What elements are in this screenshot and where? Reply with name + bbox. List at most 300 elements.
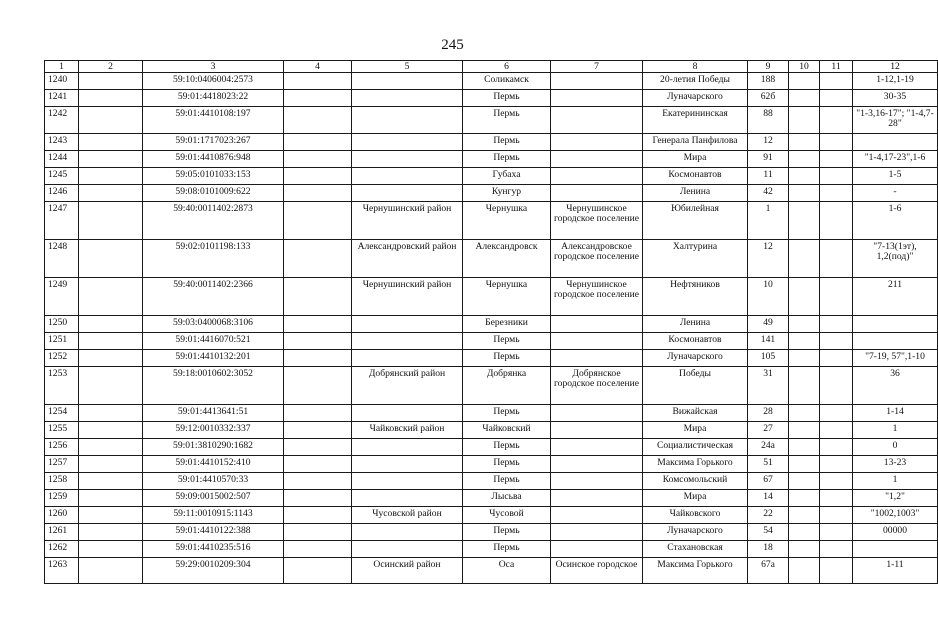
- table-row: [45, 278, 938, 316]
- table-cell-col-4: [284, 333, 352, 350]
- table-cell-col-6: Кунгур: [463, 185, 551, 202]
- table-cell-col-5: [352, 316, 463, 333]
- table-cell-col-1: 1245: [45, 168, 79, 185]
- table-cell-col-8: Мира: [643, 422, 748, 439]
- table-cell-col-12: 36: [853, 367, 938, 405]
- table-cell-col-1: 1263: [45, 558, 79, 584]
- table-cell-col-2: [79, 541, 143, 558]
- table-cell-col-8: Стахановская: [643, 541, 748, 558]
- table-cell-col-4: [284, 405, 352, 422]
- table-cell-col-10: [789, 473, 820, 490]
- table-cell-col-12: 1-6: [853, 202, 938, 240]
- table-cell-col-9: 28: [748, 405, 789, 422]
- table-cell-col-6: Пермь: [463, 151, 551, 168]
- table-cell-col-7: [551, 350, 643, 367]
- table-cell-col-9: 188: [748, 73, 789, 90]
- table-cell-col-8: Космонавтов: [643, 168, 748, 185]
- table-cell-col-1: 1249: [45, 278, 79, 316]
- table-cell-col-5: Чайковский район: [352, 422, 463, 439]
- table-cell-col-6: Соликамск: [463, 73, 551, 90]
- table-row: [45, 350, 938, 367]
- column-header-9: 9: [748, 61, 789, 73]
- table-cell-col-3: 59:01:4410108:197: [143, 107, 284, 134]
- table-cell-col-5: [352, 134, 463, 151]
- table-cell-col-8: Юбилейная: [643, 202, 748, 240]
- table-cell-col-5: [352, 73, 463, 90]
- table-cell-col-8: Комсомольский: [643, 473, 748, 490]
- table-cell-col-12: "1002,1003": [853, 507, 938, 524]
- table-row: [45, 490, 938, 507]
- column-header-1: 1: [45, 61, 79, 73]
- table-cell-col-1: 1250: [45, 316, 79, 333]
- table-cell-col-10: [789, 107, 820, 134]
- table-cell-col-10: [789, 202, 820, 240]
- table-cell-col-11: [820, 316, 853, 333]
- table-cell-col-9: 88: [748, 107, 789, 134]
- table-row: [45, 107, 938, 134]
- table-cell-col-4: [284, 507, 352, 524]
- table-cell-col-2: [79, 168, 143, 185]
- table-cell-col-7: [551, 151, 643, 168]
- table-cell-col-10: [789, 490, 820, 507]
- table-cell-col-3: 59:01:4410132:201: [143, 350, 284, 367]
- table-cell-col-5: [352, 185, 463, 202]
- table-cell-col-12: [853, 316, 938, 333]
- table-cell-col-1: 1260: [45, 507, 79, 524]
- table-cell-col-3: 59:09:0015002:507: [143, 490, 284, 507]
- table-cell-col-9: 12: [748, 240, 789, 278]
- table-cell-col-9: 42: [748, 185, 789, 202]
- table-cell-col-11: [820, 422, 853, 439]
- table-cell-col-6: Пермь: [463, 134, 551, 151]
- table-cell-col-8: Луначарского: [643, 350, 748, 367]
- table-cell-col-9: 51: [748, 456, 789, 473]
- table-cell-col-11: [820, 134, 853, 151]
- table-cell-col-2: [79, 507, 143, 524]
- table-cell-col-3: 59:01:4410235:516: [143, 541, 284, 558]
- table-cell-col-7: Александровское городское поселение: [551, 240, 643, 278]
- table-cell-col-7: [551, 73, 643, 90]
- table-cell-col-12: -: [853, 185, 938, 202]
- table-cell-col-7: [551, 541, 643, 558]
- table-cell-col-3: 59:01:1717023:267: [143, 134, 284, 151]
- table-cell-col-11: [820, 439, 853, 456]
- table-cell-col-9: 67: [748, 473, 789, 490]
- table-cell-col-5: Чернушинский район: [352, 202, 463, 240]
- table-row: [45, 168, 938, 185]
- table-cell-col-2: [79, 73, 143, 90]
- table-cell-col-9: 11: [748, 168, 789, 185]
- table-cell-col-2: [79, 422, 143, 439]
- table-cell-col-7: Чернушинское городское поселение: [551, 278, 643, 316]
- table-cell-col-4: [284, 490, 352, 507]
- table-cell-col-2: [79, 240, 143, 278]
- table-cell-col-3: 59:40:0011402:2366: [143, 278, 284, 316]
- table-cell-col-3: 59:01:4410570:33: [143, 473, 284, 490]
- table-cell-col-12: "1-3,16-17"; "1-4,7-28": [853, 107, 938, 134]
- table-cell-col-11: [820, 456, 853, 473]
- table-cell-col-4: [284, 240, 352, 278]
- table-cell-col-9: 67а: [748, 558, 789, 584]
- table-cell-col-8: Максима Горького: [643, 456, 748, 473]
- table-cell-col-5: [352, 151, 463, 168]
- table-cell-col-7: [551, 134, 643, 151]
- table-cell-col-8: 20-летия Победы: [643, 73, 748, 90]
- table-cell-col-4: [284, 90, 352, 107]
- table-cell-col-1: 1242: [45, 107, 79, 134]
- table-cell-col-1: 1261: [45, 524, 79, 541]
- table-cell-col-5: [352, 168, 463, 185]
- table-cell-col-4: [284, 202, 352, 240]
- table-row: [45, 456, 938, 473]
- table-cell-col-6: Александровск: [463, 240, 551, 278]
- table-cell-col-6: Пермь: [463, 439, 551, 456]
- table-cell-col-3: 59:01:4416070:521: [143, 333, 284, 350]
- table-cell-col-2: [79, 134, 143, 151]
- table-cell-col-1: 1253: [45, 367, 79, 405]
- table-cell-col-7: [551, 473, 643, 490]
- table-cell-col-1: 1247: [45, 202, 79, 240]
- table-cell-col-6: Чернушка: [463, 278, 551, 316]
- table-cell-col-4: [284, 541, 352, 558]
- table-cell-col-5: Чусовской район: [352, 507, 463, 524]
- table-cell-col-6: Чусовой: [463, 507, 551, 524]
- table-cell-col-4: [284, 316, 352, 333]
- table-cell-col-1: 1254: [45, 405, 79, 422]
- table-cell-col-5: [352, 439, 463, 456]
- table-cell-col-3: 59:10:0406004:2573: [143, 73, 284, 90]
- table-cell-col-7: Чернушинское городское поселение: [551, 202, 643, 240]
- table-cell-col-9: 62б: [748, 90, 789, 107]
- table-cell-col-10: [789, 168, 820, 185]
- table-cell-col-8: Халтурина: [643, 240, 748, 278]
- table-cell-col-4: [284, 73, 352, 90]
- table-cell-col-12: 00000: [853, 524, 938, 541]
- column-header-8: 8: [643, 61, 748, 73]
- table-cell-col-5: [352, 90, 463, 107]
- table-cell-col-11: [820, 333, 853, 350]
- table-cell-col-11: [820, 350, 853, 367]
- table-cell-col-1: 1255: [45, 422, 79, 439]
- table-cell-col-3: 59:02:0101198:133: [143, 240, 284, 278]
- table-cell-col-1: 1257: [45, 456, 79, 473]
- table-row: [45, 333, 938, 350]
- table-cell-col-7: [551, 316, 643, 333]
- table-cell-col-1: 1262: [45, 541, 79, 558]
- table-cell-col-12: "1-4,17-23",1-6: [853, 151, 938, 168]
- table-cell-col-3: 59:01:4410876:948: [143, 151, 284, 168]
- table-cell-col-7: [551, 90, 643, 107]
- table-cell-col-6: Пермь: [463, 473, 551, 490]
- table-cell-col-11: [820, 73, 853, 90]
- table-cell-col-11: [820, 558, 853, 584]
- table-cell-col-1: 1252: [45, 350, 79, 367]
- table-cell-col-6: Пермь: [463, 524, 551, 541]
- table-row: [45, 90, 938, 107]
- table-cell-col-11: [820, 90, 853, 107]
- table-cell-col-6: Березники: [463, 316, 551, 333]
- table-cell-col-11: [820, 405, 853, 422]
- table-cell-col-11: [820, 185, 853, 202]
- table-cell-col-1: 1241: [45, 90, 79, 107]
- table-cell-col-1: 1244: [45, 151, 79, 168]
- table-cell-col-10: [789, 278, 820, 316]
- table-cell-col-3: 59:12:0010332:337: [143, 422, 284, 439]
- table-cell-col-2: [79, 473, 143, 490]
- table-cell-col-5: [352, 333, 463, 350]
- table-cell-col-6: Чайковский: [463, 422, 551, 439]
- table-cell-col-7: [551, 107, 643, 134]
- table-cell-col-11: [820, 107, 853, 134]
- table-cell-col-12: "1,2": [853, 490, 938, 507]
- table-cell-col-10: [789, 73, 820, 90]
- table-cell-col-4: [284, 168, 352, 185]
- table-row: [45, 507, 938, 524]
- table-cell-col-8: Социалистическая: [643, 439, 748, 456]
- table-cell-col-6: Чернушка: [463, 202, 551, 240]
- table-cell-col-3: 59:01:4418023:22: [143, 90, 284, 107]
- table-cell-col-9: 49: [748, 316, 789, 333]
- table-cell-col-4: [284, 456, 352, 473]
- table-cell-col-9: 12: [748, 134, 789, 151]
- table-cell-col-10: [789, 151, 820, 168]
- table-cell-col-3: 59:11:0010915:1143: [143, 507, 284, 524]
- column-header-12: 12: [853, 61, 938, 73]
- table-cell-col-7: Осинское городское: [551, 558, 643, 584]
- table-row: [45, 558, 938, 584]
- table-cell-col-12: 0: [853, 439, 938, 456]
- table-cell-col-10: [789, 134, 820, 151]
- table-cell-col-6: Пермь: [463, 456, 551, 473]
- table-cell-col-9: 18: [748, 541, 789, 558]
- table-cell-col-3: 59:18:0010602:3052: [143, 367, 284, 405]
- table-header: [45, 61, 938, 73]
- table-cell-col-3: 59:01:3810290:1682: [143, 439, 284, 456]
- table-cell-col-11: [820, 524, 853, 541]
- table-cell-col-4: [284, 439, 352, 456]
- table-cell-col-12: [853, 134, 938, 151]
- table-cell-col-8: Луначарского: [643, 524, 748, 541]
- table-cell-col-5: [352, 456, 463, 473]
- table-cell-col-12: 1-5: [853, 168, 938, 185]
- header-row: [45, 61, 938, 73]
- column-header-7: 7: [551, 61, 643, 73]
- column-header-5: 5: [352, 61, 463, 73]
- table-row: [45, 185, 938, 202]
- table-cell-col-2: [79, 316, 143, 333]
- table-row: [45, 202, 938, 240]
- table-cell-col-3: 59:08:0101009:622: [143, 185, 284, 202]
- table-row: [45, 524, 938, 541]
- table-cell-col-12: 1-11: [853, 558, 938, 584]
- table-row: [45, 405, 938, 422]
- table-cell-col-11: [820, 151, 853, 168]
- table-cell-col-12: 1: [853, 473, 938, 490]
- table-cell-col-10: [789, 558, 820, 584]
- table-cell-col-1: 1248: [45, 240, 79, 278]
- property-registry-table: [44, 60, 938, 584]
- table-cell-col-5: [352, 405, 463, 422]
- table-cell-col-3: 59:01:4410152:410: [143, 456, 284, 473]
- table-cell-col-7: [551, 456, 643, 473]
- table-cell-col-4: [284, 151, 352, 168]
- table-row: [45, 541, 938, 558]
- table-cell-col-7: [551, 185, 643, 202]
- table-cell-col-2: [79, 333, 143, 350]
- table-cell-col-10: [789, 90, 820, 107]
- table-cell-col-7: [551, 439, 643, 456]
- table-cell-col-2: [79, 524, 143, 541]
- table-cell-col-8: Луначарского: [643, 90, 748, 107]
- table-cell-col-2: [79, 558, 143, 584]
- table-row: [45, 473, 938, 490]
- table-cell-col-7: [551, 405, 643, 422]
- table-cell-col-12: 1: [853, 422, 938, 439]
- table-cell-col-11: [820, 367, 853, 405]
- table-cell-col-5: Добрянский район: [352, 367, 463, 405]
- column-header-11: 11: [820, 61, 853, 73]
- table-cell-col-10: [789, 367, 820, 405]
- column-header-2: 2: [79, 61, 143, 73]
- table-cell-col-8: Максима Горького: [643, 558, 748, 584]
- table-cell-col-5: [352, 107, 463, 134]
- table-cell-col-8: Ленина: [643, 185, 748, 202]
- table-row: [45, 151, 938, 168]
- table-cell-col-1: 1251: [45, 333, 79, 350]
- table-cell-col-10: [789, 405, 820, 422]
- table-cell-col-12: "7-19, 57",1-10: [853, 350, 938, 367]
- table-cell-col-12: "7-13(1эт), 1,2(под)": [853, 240, 938, 278]
- table-cell-col-9: 91: [748, 151, 789, 168]
- table-cell-col-7: [551, 422, 643, 439]
- table-cell-col-5: [352, 541, 463, 558]
- table-cell-col-6: Пермь: [463, 350, 551, 367]
- table-cell-col-2: [79, 278, 143, 316]
- table-cell-col-5: [352, 350, 463, 367]
- table-cell-col-11: [820, 278, 853, 316]
- table-cell-col-11: [820, 202, 853, 240]
- table-cell-col-6: Пермь: [463, 90, 551, 107]
- table-cell-col-7: [551, 524, 643, 541]
- table-cell-col-8: Мира: [643, 151, 748, 168]
- table-cell-col-1: 1258: [45, 473, 79, 490]
- table-row: [45, 439, 938, 456]
- table-cell-col-5: Осинский район: [352, 558, 463, 584]
- table-cell-col-9: 22: [748, 507, 789, 524]
- table-cell-col-5: [352, 524, 463, 541]
- table-cell-col-6: Пермь: [463, 107, 551, 134]
- table-cell-col-12: [853, 541, 938, 558]
- table-row: [45, 73, 938, 90]
- table-cell-col-7: Добрянское городское поселение: [551, 367, 643, 405]
- table-row: [45, 134, 938, 151]
- table-cell-col-2: [79, 456, 143, 473]
- column-header-3: 3: [143, 61, 284, 73]
- table-cell-col-4: [284, 367, 352, 405]
- column-header-6: 6: [463, 61, 551, 73]
- table-cell-col-8: Нефтяников: [643, 278, 748, 316]
- table-cell-col-4: [284, 350, 352, 367]
- table-cell-col-9: 27: [748, 422, 789, 439]
- table-cell-col-10: [789, 439, 820, 456]
- table-cell-col-11: [820, 541, 853, 558]
- table-cell-col-9: 105: [748, 350, 789, 367]
- table-cell-col-12: 1-12,1-19: [853, 73, 938, 90]
- page-number: 245: [441, 37, 464, 53]
- table-cell-col-8: Вижайская: [643, 405, 748, 422]
- table-cell-col-1: 1256: [45, 439, 79, 456]
- table-cell-col-8: Космонавтов: [643, 333, 748, 350]
- table-cell-col-12: 211: [853, 278, 938, 316]
- table-cell-col-12: 30-35: [853, 90, 938, 107]
- table-cell-col-6: Добрянка: [463, 367, 551, 405]
- table-cell-col-4: [284, 422, 352, 439]
- table-cell-col-4: [284, 473, 352, 490]
- table-cell-col-6: Губаха: [463, 168, 551, 185]
- table-row: [45, 422, 938, 439]
- table-cell-col-10: [789, 524, 820, 541]
- table-cell-col-12: 1-14: [853, 405, 938, 422]
- table-cell-col-8: Мира: [643, 490, 748, 507]
- table-cell-col-10: [789, 422, 820, 439]
- table-cell-col-4: [284, 558, 352, 584]
- table-cell-col-1: 1246: [45, 185, 79, 202]
- table-cell-col-4: [284, 107, 352, 134]
- table-cell-col-7: [551, 507, 643, 524]
- table-cell-col-9: 31: [748, 367, 789, 405]
- table-cell-col-2: [79, 490, 143, 507]
- table-cell-col-8: Генерала Панфилова: [643, 134, 748, 151]
- table-cell-col-10: [789, 333, 820, 350]
- table-cell-col-6: Пермь: [463, 541, 551, 558]
- table-cell-col-4: [284, 278, 352, 316]
- table-cell-col-2: [79, 151, 143, 168]
- table-cell-col-10: [789, 456, 820, 473]
- table-cell-col-3: 59:01:4413641:51: [143, 405, 284, 422]
- table-cell-col-9: 24а: [748, 439, 789, 456]
- table-cell-col-11: [820, 507, 853, 524]
- table-cell-col-11: [820, 240, 853, 278]
- table-cell-col-9: 10: [748, 278, 789, 316]
- table-cell-col-1: 1240: [45, 73, 79, 90]
- table-cell-col-3: 59:01:4410122:388: [143, 524, 284, 541]
- table-cell-col-1: 1259: [45, 490, 79, 507]
- table-cell-col-8: Победы: [643, 367, 748, 405]
- column-header-4: 4: [284, 61, 352, 73]
- table-cell-col-2: [79, 90, 143, 107]
- table-cell-col-5: Александровский район: [352, 240, 463, 278]
- table-cell-col-9: 54: [748, 524, 789, 541]
- table-cell-col-3: 59:05:0101033:153: [143, 168, 284, 185]
- table-cell-col-2: [79, 185, 143, 202]
- table-cell-col-2: [79, 439, 143, 456]
- table-cell-col-6: Оса: [463, 558, 551, 584]
- table-cell-col-7: [551, 333, 643, 350]
- table-cell-col-11: [820, 473, 853, 490]
- table-cell-col-11: [820, 168, 853, 185]
- table-cell-col-10: [789, 541, 820, 558]
- table-cell-col-12: [853, 333, 938, 350]
- table-cell-col-8: Екатерининская: [643, 107, 748, 134]
- table-cell-col-11: [820, 490, 853, 507]
- table-cell-col-2: [79, 202, 143, 240]
- table-cell-col-6: Лысьва: [463, 490, 551, 507]
- table-row: [45, 316, 938, 333]
- table-cell-col-6: Пермь: [463, 405, 551, 422]
- table-cell-col-10: [789, 350, 820, 367]
- table-cell-col-12: 13-23: [853, 456, 938, 473]
- table-row: [45, 367, 938, 405]
